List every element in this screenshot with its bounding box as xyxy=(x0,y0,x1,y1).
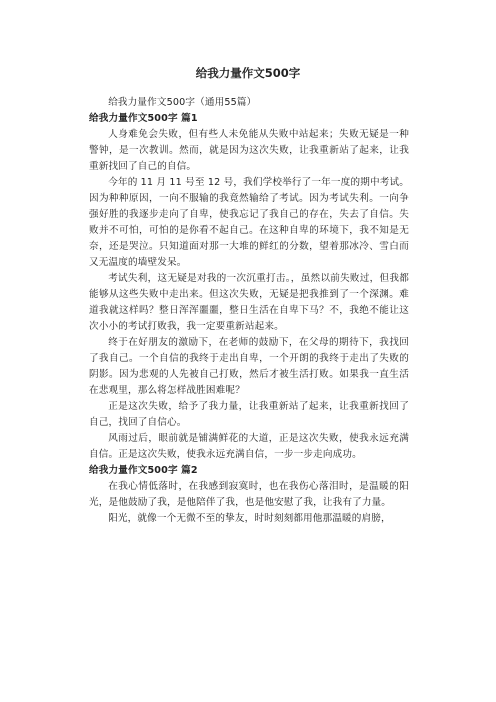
paragraph: 考试失利，这无疑是对我的一次沉重打击。，虽然以前失败过，但我都能够从这些失败中走出来。但这次失败，无疑是把我推到了一个深渊。难道我就这样吗？整日浑浑噩噩，整日生活在自卑下马？不，我绝不能让这次小小的考试打败我，我一定要重新站起来。 xyxy=(89,273,409,332)
paragraph: 人身难免会失败，但有些人未免能从失败中站起来；失败无疑是一种警钟，是一次教训。然而，就是因为这次失败，让我重新站了起来，让我重新找回了自己的自信。 xyxy=(89,129,409,172)
section-heading: 给我力量作文500字 篇2 xyxy=(89,465,198,476)
paragraph: 今年的 11 月 11 号至 12 号，我们学校举行了一年一度的期中考试。因为种种原因，一向不服输的我竟然输给了考试。因为考试失利。一向争强好胜的我逐步走向了自卑，使我忘记了我自己的存在，失去了自信。失败并不可怕，可怕的是你看不起自己。在这种自卑的环境下，我不知是无奈，还是哭泣。只知道面对那一大堆的鲜红的分数，望着那冰冷、雪白而又无温度的墙壁发呆。 xyxy=(89,177,409,268)
document-title: 给我力量作文500字 xyxy=(195,66,301,80)
paragraph: 风雨过后，眼前就是铺满鲜花的大道，正是这次失败，使我永远充满自信。正是这次失败，使我永远充满自信，一步一步走向成功。 xyxy=(89,433,409,460)
paragraph: 正是这次失败，给予了我力量，让我重新站了起来，让我重新找回了自己，找回了自信心。 xyxy=(89,401,409,428)
document-intro: 给我力量作文500字（通用55篇） xyxy=(108,97,257,108)
paragraph: 终于在好朋友的激励下，在老师的鼓励下，在父母的期待下，我找回了我自己。一个自信的我终于走出自卑，一个开朗的我终于走出了失败的阴影。因为悲观的人先被自己打败，然后才被生活打败。如果我一直生活在悲观里，那么将怎样战胜困难呢？ xyxy=(89,337,409,396)
paragraph: 阳光，就像一个无微不至的挚友，时时刻刻都用他那温暖的肩膀， xyxy=(108,513,391,524)
document-body xyxy=(89,95,409,527)
paragraph: 在我心情低落时，在我感到寂寞时，也在我伤心落泪时，是温暖的阳光，是他鼓励了我，是他陪伴了我，也是他安慰了我，让我有了力量。 xyxy=(89,481,409,508)
section-heading: 给我力量作文500字 篇1 xyxy=(89,113,198,124)
